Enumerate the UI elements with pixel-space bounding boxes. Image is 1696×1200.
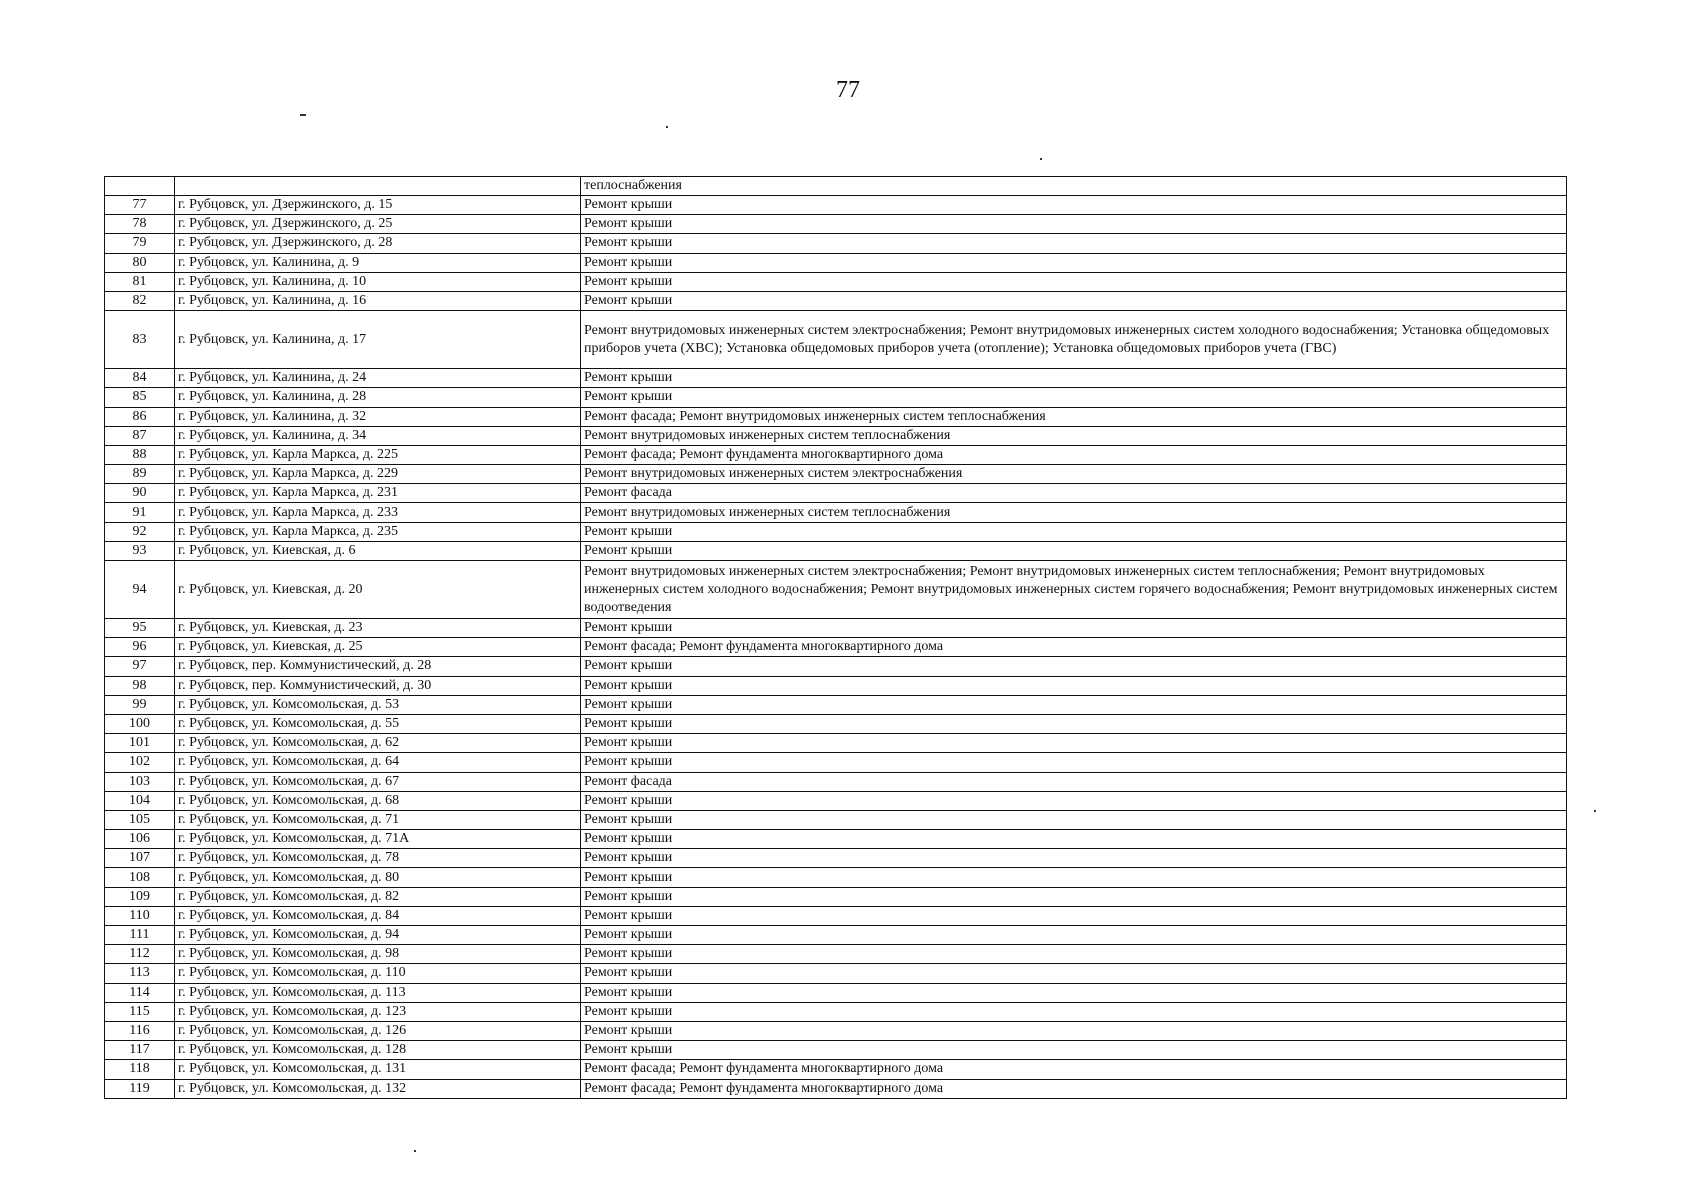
row-address: г. Рубцовск, ул. Комсомольская, д. 71А [175, 830, 581, 849]
row-number: 114 [105, 983, 175, 1002]
row-address: г. Рубцовск, ул. Комсомольская, д. 64 [175, 753, 581, 772]
scan-speck [1594, 810, 1596, 812]
row-address: г. Рубцовск, ул. Киевская, д. 6 [175, 541, 581, 560]
row-address: г. Рубцовск, ул. Комсомольская, д. 113 [175, 983, 581, 1002]
row-work: Ремонт фасада; Ремонт фундамента многоквартирного дома [581, 1079, 1567, 1098]
scan-speck [414, 1150, 416, 1152]
row-number: 81 [105, 272, 175, 291]
row-work: Ремонт фасада [581, 772, 1567, 791]
row-address: г. Рубцовск, ул. Комсомольская, д. 62 [175, 734, 581, 753]
row-work: Ремонт фасада [581, 484, 1567, 503]
row-number: 119 [105, 1079, 175, 1098]
row-address: г. Рубцовск, ул. Калинина, д. 24 [175, 369, 581, 388]
row-address: г. Рубцовск, ул. Карла Маркса, д. 231 [175, 484, 581, 503]
row-work: Ремонт крыши [581, 695, 1567, 714]
table-row [105, 1021, 1567, 1040]
row-address: г. Рубцовск, ул. Калинина, д. 34 [175, 426, 581, 445]
table-row [105, 830, 1567, 849]
row-number: 77 [105, 196, 175, 215]
table-row [105, 253, 1567, 272]
row-number: 110 [105, 906, 175, 925]
row-work: Ремонт крыши [581, 676, 1567, 695]
table-row [105, 426, 1567, 445]
row-address: г. Рубцовск, ул. Калинина, д. 32 [175, 407, 581, 426]
row-work: Ремонт крыши [581, 1002, 1567, 1021]
row-address: г. Рубцовск, ул. Комсомольская, д. 131 [175, 1060, 581, 1079]
row-address: г. Рубцовск, ул. Комсомольская, д. 53 [175, 695, 581, 714]
table-row [105, 734, 1567, 753]
row-number: 92 [105, 522, 175, 541]
row-work: Ремонт крыши [581, 657, 1567, 676]
row-address: г. Рубцовск, ул. Киевская, д. 25 [175, 638, 581, 657]
row-work: Ремонт крыши [581, 388, 1567, 407]
table-row [105, 465, 1567, 484]
table-row [105, 1041, 1567, 1060]
row-address: г. Рубцовск, пер. Коммунистический, д. 30 [175, 676, 581, 695]
repair-list-table [104, 176, 1567, 1099]
table-row [105, 657, 1567, 676]
table-row [105, 196, 1567, 215]
row-number: 101 [105, 734, 175, 753]
table-row [105, 215, 1567, 234]
table-row [105, 926, 1567, 945]
row-work: Ремонт крыши [581, 253, 1567, 272]
row-address: г. Рубцовск, ул. Комсомольская, д. 110 [175, 964, 581, 983]
row-number: 115 [105, 1002, 175, 1021]
row-work: Ремонт крыши [581, 849, 1567, 868]
table-row [105, 484, 1567, 503]
row-address: г. Рубцовск, ул. Калинина, д. 9 [175, 253, 581, 272]
row-address: г. Рубцовск, ул. Калинина, д. 10 [175, 272, 581, 291]
table-body [105, 177, 1567, 1099]
row-address: г. Рубцовск, ул. Комсомольская, д. 94 [175, 926, 581, 945]
row-work: Ремонт крыши [581, 945, 1567, 964]
row-number: 103 [105, 772, 175, 791]
row-address: г. Рубцовск, ул. Комсомольская, д. 132 [175, 1079, 581, 1098]
row-work: Ремонт крыши [581, 734, 1567, 753]
row-number: 105 [105, 810, 175, 829]
row-work: Ремонт крыши [581, 234, 1567, 253]
scan-speck [300, 114, 306, 116]
row-number: 85 [105, 388, 175, 407]
row-work: Ремонт крыши [581, 926, 1567, 945]
row-address: г. Рубцовск, ул. Киевская, д. 23 [175, 619, 581, 638]
row-number: 106 [105, 830, 175, 849]
row-work: Ремонт крыши [581, 369, 1567, 388]
table-row [105, 638, 1567, 657]
row-work: Ремонт крыши [581, 714, 1567, 733]
row-work: Ремонт внутридомовых инженерных систем теплоснабжения [581, 426, 1567, 445]
row-address: г. Рубцовск, ул. Комсомольская, д. 128 [175, 1041, 581, 1060]
row-number: 118 [105, 1060, 175, 1079]
row-work: Ремонт внутридомовых инженерных систем теплоснабжения [581, 503, 1567, 522]
row-address: г. Рубцовск, ул. Дзержинского, д. 28 [175, 234, 581, 253]
table-row [105, 291, 1567, 310]
row-address: г. Рубцовск, ул. Комсомольская, д. 78 [175, 849, 581, 868]
row-address: г. Рубцовск, ул. Карла Маркса, д. 229 [175, 465, 581, 484]
row-work: Ремонт крыши [581, 619, 1567, 638]
row-number: 97 [105, 657, 175, 676]
row-address: г. Рубцовск, ул. Комсомольская, д. 80 [175, 868, 581, 887]
row-number: 102 [105, 753, 175, 772]
row-number: 113 [105, 964, 175, 983]
table-row [105, 714, 1567, 733]
row-address: г. Рубцовск, ул. Дзержинского, д. 25 [175, 215, 581, 234]
row-number: 93 [105, 541, 175, 560]
row-address: г. Рубцовск, ул. Калинина, д. 28 [175, 388, 581, 407]
row-work: Ремонт крыши [581, 830, 1567, 849]
row-number [105, 177, 175, 196]
row-work: Ремонт фасада; Ремонт внутридомовых инженерных систем теплоснабжения [581, 407, 1567, 426]
row-number: 95 [105, 619, 175, 638]
row-number: 82 [105, 291, 175, 310]
row-number: 80 [105, 253, 175, 272]
row-number: 83 [105, 311, 175, 369]
row-address: г. Рубцовск, ул. Комсомольская, д. 123 [175, 1002, 581, 1021]
row-address: г. Рубцовск, ул. Комсомольская, д. 82 [175, 887, 581, 906]
table-row [105, 272, 1567, 291]
table-row [105, 561, 1567, 619]
table-row [105, 772, 1567, 791]
row-address: г. Рубцовск, пер. Коммунистический, д. 28 [175, 657, 581, 676]
table-row [105, 791, 1567, 810]
row-number: 107 [105, 849, 175, 868]
row-work: Ремонт крыши [581, 887, 1567, 906]
row-work: Ремонт внутридомовых инженерных систем электроснабжения; Ремонт внутридомовых инженерных систем холодного водоснабжения; Установка общедомовых приборов учета (ХВС); Установка общедомовых приборов учета (отопление); Установка общедомовых приборов учета (ГВС) [581, 311, 1567, 369]
table-row [105, 695, 1567, 714]
row-work: Ремонт фасада; Ремонт фундамента многоквартирного дома [581, 1060, 1567, 1079]
row-address: г. Рубцовск, ул. Карла Маркса, д. 233 [175, 503, 581, 522]
row-number: 98 [105, 676, 175, 695]
row-number: 100 [105, 714, 175, 733]
row-work: Ремонт крыши [581, 791, 1567, 810]
row-work: Ремонт крыши [581, 810, 1567, 829]
row-work: Ремонт крыши [581, 906, 1567, 925]
row-work: Ремонт крыши [581, 868, 1567, 887]
row-number: 88 [105, 445, 175, 464]
row-work: Ремонт крыши [581, 753, 1567, 772]
row-address: г. Рубцовск, ул. Комсомольская, д. 55 [175, 714, 581, 733]
table-row [105, 234, 1567, 253]
row-number: 79 [105, 234, 175, 253]
table-row [105, 619, 1567, 638]
row-number: 94 [105, 561, 175, 619]
table-row [105, 849, 1567, 868]
table-row [105, 887, 1567, 906]
table-row [105, 407, 1567, 426]
row-work: Ремонт фасада; Ремонт фундамента многоквартирного дома [581, 445, 1567, 464]
continuation-row [105, 177, 1567, 196]
table-row [105, 1079, 1567, 1098]
row-number: 111 [105, 926, 175, 945]
row-address: г. Рубцовск, ул. Комсомольская, д. 71 [175, 810, 581, 829]
row-number: 112 [105, 945, 175, 964]
row-address: г. Рубцовск, ул. Комсомольская, д. 67 [175, 772, 581, 791]
row-work: Ремонт внутридомовых инженерных систем электроснабжения; Ремонт внутридомовых инженерных систем теплоснабжения; Ремонт внутридомовых инженерных систем холодного водоснабжения; Ремонт внутридомовых инженерных систем горячего водоснабжения; Ремонт внутридомовых инженерных систем водоотведения [581, 561, 1567, 619]
table-row [105, 945, 1567, 964]
table-row [105, 868, 1567, 887]
row-work: теплоснабжения [581, 177, 1567, 196]
table-row [105, 541, 1567, 560]
table-row [105, 445, 1567, 464]
row-address [175, 177, 581, 196]
row-work: Ремонт крыши [581, 1021, 1567, 1040]
row-work: Ремонт крыши [581, 215, 1567, 234]
row-number: 89 [105, 465, 175, 484]
row-work: Ремонт крыши [581, 291, 1567, 310]
row-work: Ремонт крыши [581, 983, 1567, 1002]
table-row [105, 369, 1567, 388]
row-number: 84 [105, 369, 175, 388]
row-address: г. Рубцовск, ул. Комсомольская, д. 68 [175, 791, 581, 810]
row-address: г. Рубцовск, ул. Карла Маркса, д. 225 [175, 445, 581, 464]
scan-speck [1040, 158, 1042, 160]
row-work: Ремонт крыши [581, 964, 1567, 983]
scan-speck [666, 126, 668, 128]
table-row [105, 676, 1567, 695]
table-row [105, 311, 1567, 369]
row-number: 116 [105, 1021, 175, 1040]
row-address: г. Рубцовск, ул. Карла Маркса, д. 235 [175, 522, 581, 541]
row-number: 104 [105, 791, 175, 810]
row-number: 96 [105, 638, 175, 657]
row-number: 87 [105, 426, 175, 445]
row-address: г. Рубцовск, ул. Комсомольская, д. 98 [175, 945, 581, 964]
row-number: 117 [105, 1041, 175, 1060]
row-work: Ремонт крыши [581, 541, 1567, 560]
row-address: г. Рубцовск, ул. Калинина, д. 16 [175, 291, 581, 310]
row-number: 108 [105, 868, 175, 887]
table-row [105, 964, 1567, 983]
table-row [105, 1002, 1567, 1021]
table-row [105, 388, 1567, 407]
row-work: Ремонт внутридомовых инженерных систем электроснабжения [581, 465, 1567, 484]
row-address: г. Рубцовск, ул. Дзержинского, д. 15 [175, 196, 581, 215]
row-work: Ремонт крыши [581, 196, 1567, 215]
row-number: 99 [105, 695, 175, 714]
row-number: 91 [105, 503, 175, 522]
row-work: Ремонт крыши [581, 272, 1567, 291]
row-number: 109 [105, 887, 175, 906]
row-work: Ремонт крыши [581, 522, 1567, 541]
row-work: Ремонт фасада; Ремонт фундамента многоквартирного дома [581, 638, 1567, 657]
row-work: Ремонт крыши [581, 1041, 1567, 1060]
page-number: 77 [836, 77, 860, 103]
table-row [105, 753, 1567, 772]
table-row [105, 503, 1567, 522]
row-number: 86 [105, 407, 175, 426]
table-row [105, 983, 1567, 1002]
row-address: г. Рубцовск, ул. Комсомольская, д. 84 [175, 906, 581, 925]
row-address: г. Рубцовск, ул. Киевская, д. 20 [175, 561, 581, 619]
row-address: г. Рубцовск, ул. Калинина, д. 17 [175, 311, 581, 369]
table-row [105, 1060, 1567, 1079]
table-row [105, 522, 1567, 541]
row-number: 90 [105, 484, 175, 503]
table-row [105, 810, 1567, 829]
row-address: г. Рубцовск, ул. Комсомольская, д. 126 [175, 1021, 581, 1040]
row-number: 78 [105, 215, 175, 234]
table-row [105, 906, 1567, 925]
